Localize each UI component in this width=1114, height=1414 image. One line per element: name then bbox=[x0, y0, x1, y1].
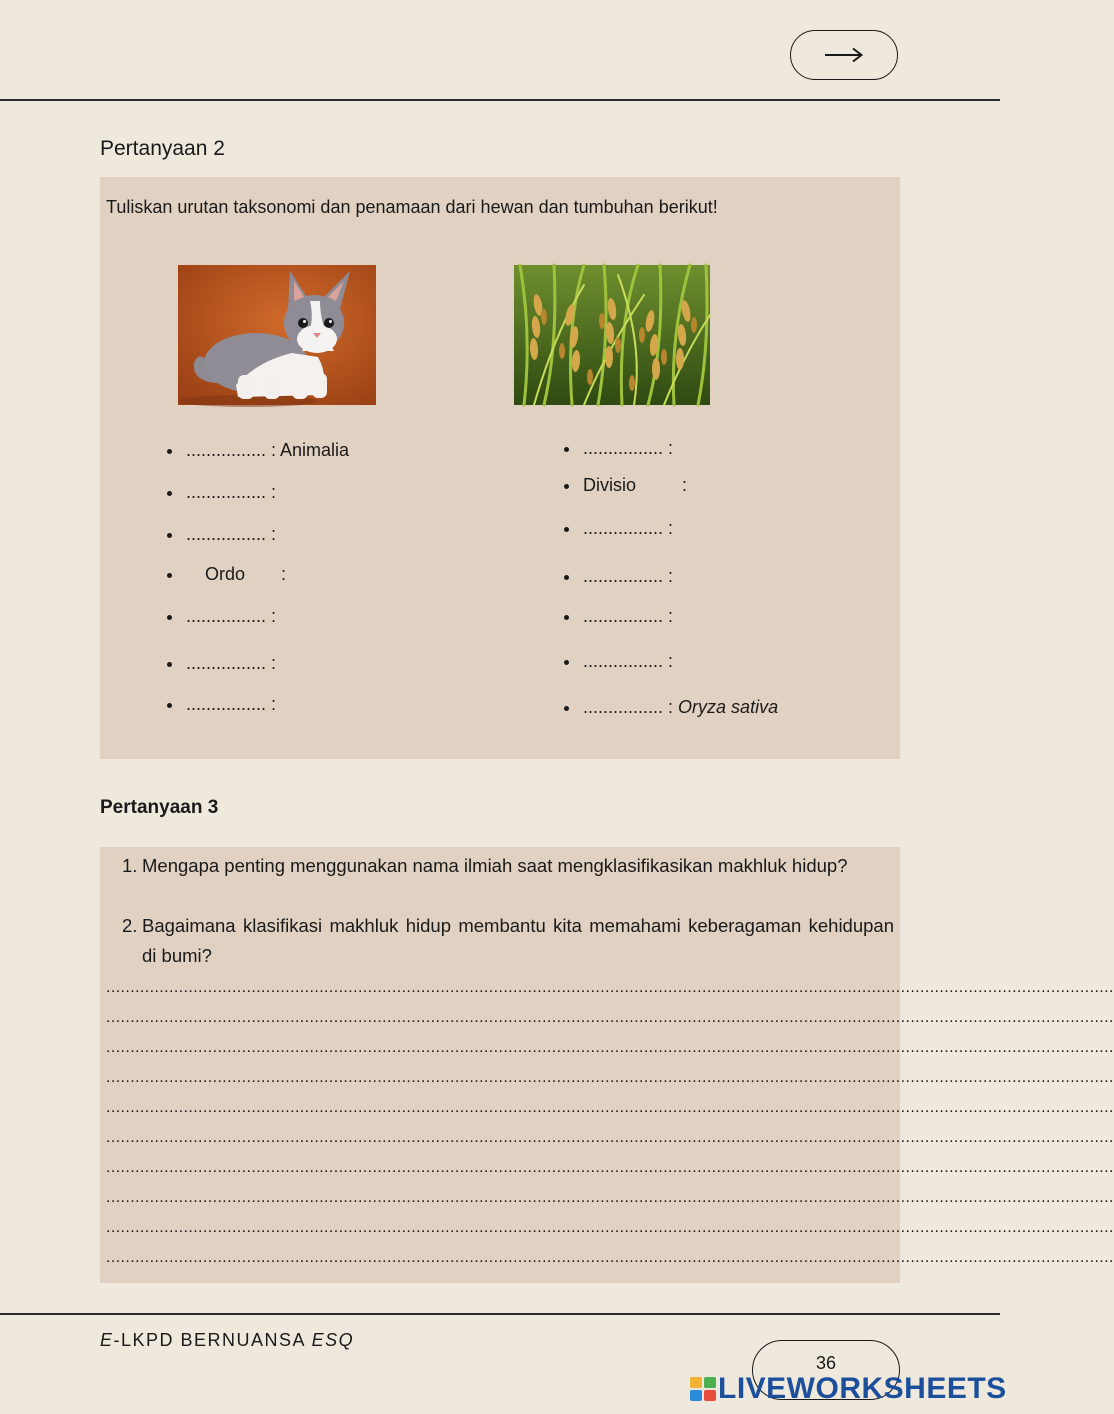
footer-divider bbox=[0, 1313, 1000, 1315]
header-divider bbox=[0, 99, 1000, 101]
plant-rank-5: ................ : bbox=[583, 606, 674, 626]
answer-line-8[interactable]: ................................................................................................................................................................................................................ bbox=[106, 1189, 1114, 1206]
animal-rank-5: ................ : bbox=[186, 606, 277, 626]
liveworksheets-logo-icon bbox=[690, 1377, 716, 1401]
plant-rank-4: ................ : bbox=[583, 566, 674, 586]
plant-rank-1: ................ : bbox=[583, 438, 674, 458]
plant-rank-3: ................ : bbox=[583, 518, 674, 538]
plant-rank-divisio-label: Divisio bbox=[583, 475, 637, 495]
question-2-panel bbox=[100, 177, 900, 759]
question-3-item-2-text: Bagaimana klasifikasi makhluk hidup membantu kita memahami keberagaman kehidupan di bumi? bbox=[142, 915, 894, 966]
book-title bbox=[100, 1330, 354, 1351]
question-3-title: Pertanyaan 3 bbox=[100, 797, 219, 818]
answer-line-9[interactable]: ................................................................................................................................................................................................................ bbox=[106, 1219, 1114, 1236]
answer-line-1[interactable]: ................................................................................................................................................................................................................ bbox=[106, 979, 1114, 996]
plant-rank-divisio-colon: : bbox=[682, 475, 688, 495]
liveworksheets-logo-text: LIVEWORKSHEETS bbox=[718, 1372, 1007, 1405]
question-3-item-1-number: 1. bbox=[122, 855, 138, 876]
answer-line-4[interactable]: ................................................................................................................................................................................................................ bbox=[106, 1069, 1114, 1086]
answer-line-7[interactable]: ................................................................................................................................................................................................................ bbox=[106, 1159, 1114, 1176]
animal-rank-ordo-colon: : bbox=[281, 564, 287, 584]
rice-plant-photo bbox=[514, 265, 710, 405]
animal-rank-ordo-label: Ordo bbox=[205, 564, 246, 584]
answer-line-2[interactable]: ................................................................................................................................................................................................................ bbox=[106, 1009, 1114, 1026]
animal-rank-2: ................ : bbox=[186, 482, 277, 502]
plant-rank-species bbox=[583, 697, 778, 718]
plant-rank-6: ................ : bbox=[583, 651, 674, 671]
next-page-button[interactable] bbox=[790, 30, 898, 80]
answer-line-10[interactable]: ................................................................................................................................................................................................................ bbox=[106, 1249, 1114, 1266]
animal-rank-kingdom: ................ : Animalia bbox=[186, 440, 350, 460]
plant-species-name: Oryza sativa bbox=[678, 697, 779, 717]
question-2-title: Pertanyaan 2 bbox=[100, 137, 225, 160]
question-2-instruction: Tuliskan urutan taksonomi dan penamaan dari hewan dan tumbuhan berikut! bbox=[106, 197, 718, 217]
plant-rank-divisio bbox=[583, 475, 687, 496]
plant-rank-species-dots: ................ : bbox=[583, 697, 674, 717]
question-3-item-1-text: Mengapa penting menggunakan nama ilmiah saat mengklasifikasikan makhluk hidup? bbox=[142, 855, 848, 876]
answer-line-5[interactable]: ................................................................................................................................................................................................................ bbox=[106, 1099, 1114, 1116]
question-3-panel bbox=[100, 847, 1114, 1283]
animal-rank-6: ................ : bbox=[186, 653, 277, 673]
cat-photo bbox=[178, 265, 376, 405]
animal-rank-ordo bbox=[186, 564, 286, 585]
question-3-item-2-number: 2. bbox=[122, 915, 138, 936]
book-title-e: E bbox=[100, 1330, 114, 1350]
arrow-right-icon bbox=[824, 47, 864, 63]
page-number: 36 bbox=[815, 1353, 837, 1373]
book-title-main: -LKPD BERNUANSA bbox=[113, 1330, 312, 1350]
answer-line-6[interactable]: ................................................................................................................................................................................................................ bbox=[106, 1129, 1114, 1146]
liveworksheets-logo bbox=[690, 1372, 1007, 1406]
animal-rank-7: ................ : bbox=[186, 694, 277, 714]
answer-line-3[interactable]: ................................................................................................................................................................................................................ bbox=[106, 1039, 1114, 1056]
animal-rank-3: ................ : bbox=[186, 524, 277, 544]
book-title-esq: ESQ bbox=[311, 1330, 355, 1350]
